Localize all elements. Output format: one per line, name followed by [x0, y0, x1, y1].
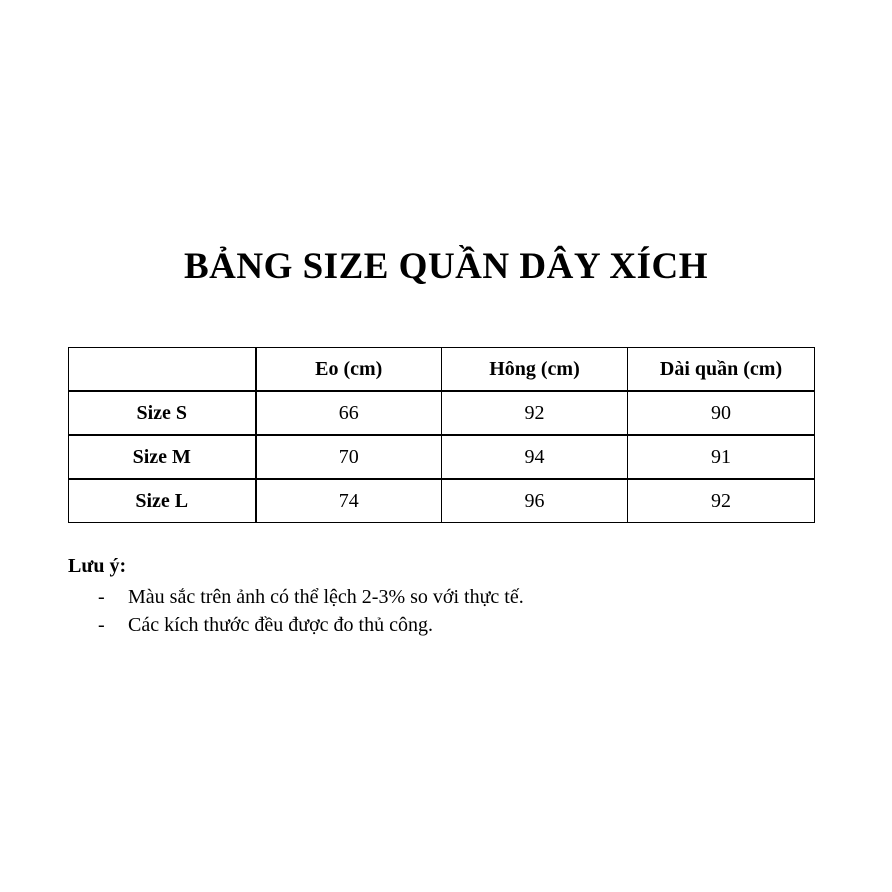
page-title: BẢNG SIZE QUẦN DÂY XÍCH [183, 246, 709, 287]
cell-hip: 92 [442, 391, 628, 435]
header-waist: Eo (cm) [256, 348, 442, 392]
table-row [69, 391, 815, 435]
notes-section [68, 553, 828, 639]
table-row [69, 435, 815, 479]
table-header-row [69, 348, 815, 392]
table-row [69, 479, 815, 523]
cell-length: 92 [628, 479, 815, 523]
cell-hip: 96 [442, 479, 628, 523]
cell-length: 90 [628, 391, 815, 435]
note-text: Màu sắc trên ảnh có thể lệch 2-3% so với thực tế. [128, 586, 524, 608]
header-hip: Hông (cm) [442, 348, 628, 392]
cell-length: 91 [628, 435, 815, 479]
size-table [68, 347, 815, 523]
note-bullet: - [98, 614, 105, 636]
cell-waist: 66 [256, 391, 442, 435]
cell-waist: 70 [256, 435, 442, 479]
header-length: Dài quần (cm) [628, 348, 815, 392]
row-label-size-s: Size S [69, 391, 256, 435]
cell-hip: 94 [442, 435, 628, 479]
row-label-size-l: Size L [69, 479, 256, 523]
note-item [68, 583, 828, 611]
header-corner-cell [69, 348, 256, 392]
cell-waist: 74 [256, 479, 442, 523]
notes-title: Lưu ý: [68, 555, 127, 577]
note-bullet: - [98, 586, 105, 608]
note-text: Các kích thước đều được đo thủ công. [128, 614, 433, 636]
note-item [68, 611, 828, 639]
row-label-size-m: Size M [69, 435, 256, 479]
